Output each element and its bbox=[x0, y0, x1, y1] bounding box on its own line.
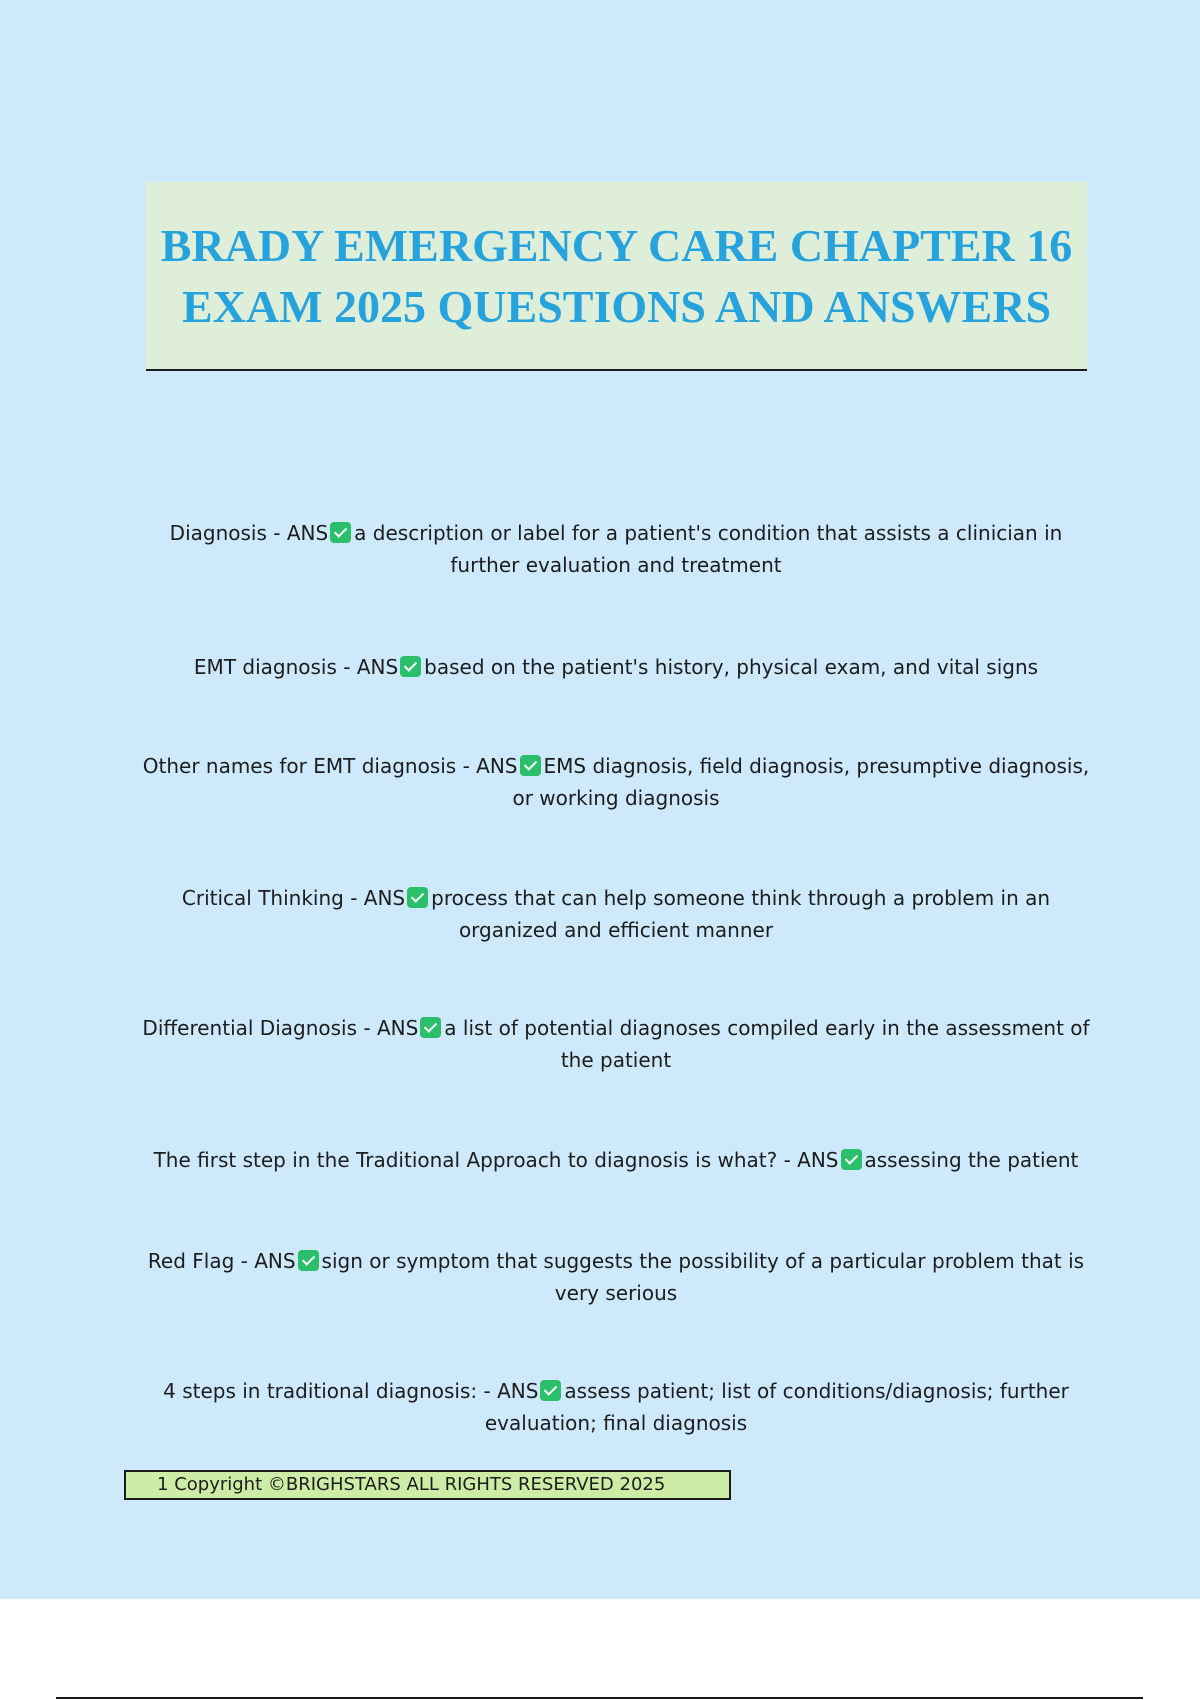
qa-term: 4 steps in traditional diagnosis: - ANS bbox=[163, 1379, 539, 1403]
check-mark-icon bbox=[330, 522, 351, 543]
qa-item bbox=[140, 1012, 1092, 1076]
check-mark-icon bbox=[407, 887, 428, 908]
qa-item bbox=[140, 750, 1092, 814]
qa-item bbox=[140, 1245, 1092, 1309]
document-title: BRADY EMERGENCY CARE CHAPTER 16 EXAM 2025 QUESTIONS AND ANSWERS bbox=[160, 219, 1073, 332]
check-mark-icon bbox=[520, 755, 541, 776]
check-mark-icon bbox=[298, 1250, 319, 1271]
qa-item bbox=[140, 882, 1092, 946]
check-mark-icon bbox=[540, 1380, 561, 1401]
qa-answer: assess patient; list of conditions/diagnosis; further evaluation; final diagnosis bbox=[484, 1379, 1069, 1435]
qa-answer: based on the patient's history, physical exam, and vital signs bbox=[424, 655, 1039, 679]
qa-term: Other names for EMT diagnosis - ANS bbox=[142, 754, 518, 778]
qa-answer: sign or symptom that suggests the possibility of a particular problem that is very serious bbox=[321, 1249, 1085, 1305]
qa-item bbox=[140, 517, 1092, 581]
title-banner bbox=[146, 182, 1087, 371]
check-mark-icon bbox=[400, 656, 421, 677]
qa-answer: a description or label for a patient's condition that assists a clinician in further evaluation and treatment bbox=[354, 521, 1063, 577]
qa-answer: assessing the patient bbox=[864, 1148, 1079, 1172]
qa-answer: EMS diagnosis, field diagnosis, presumptive diagnosis, or working diagnosis bbox=[512, 754, 1090, 810]
copyright-footer bbox=[124, 1470, 731, 1500]
qa-term: Critical Thinking - ANS bbox=[181, 886, 406, 910]
qa-term: Diagnosis - ANS bbox=[169, 521, 329, 545]
qa-term: Red Flag - ANS bbox=[147, 1249, 296, 1273]
qa-answer: process that can help someone think through a problem in an organized and efficient manner bbox=[431, 886, 1051, 942]
qa-item bbox=[140, 1375, 1092, 1439]
qa-item bbox=[140, 1144, 1092, 1176]
qa-term: EMT diagnosis - ANS bbox=[193, 655, 399, 679]
qa-term: Differential Diagnosis - ANS bbox=[142, 1016, 419, 1040]
page-number: 1 bbox=[157, 1474, 169, 1495]
qa-answer: a list of potential diagnoses compiled early in the assessment of the patient bbox=[444, 1016, 1090, 1072]
check-mark-icon bbox=[841, 1149, 862, 1170]
copyright-text: Copyright ©BRIGHSTARS ALL RIGHTS RESERVED 2025 bbox=[174, 1474, 666, 1495]
page-divider bbox=[56, 1697, 1143, 1699]
qa-item bbox=[140, 651, 1092, 683]
qa-term: The first step in the Traditional Approach to diagnosis is what? - ANS bbox=[153, 1148, 839, 1172]
check-mark-icon bbox=[420, 1017, 441, 1038]
